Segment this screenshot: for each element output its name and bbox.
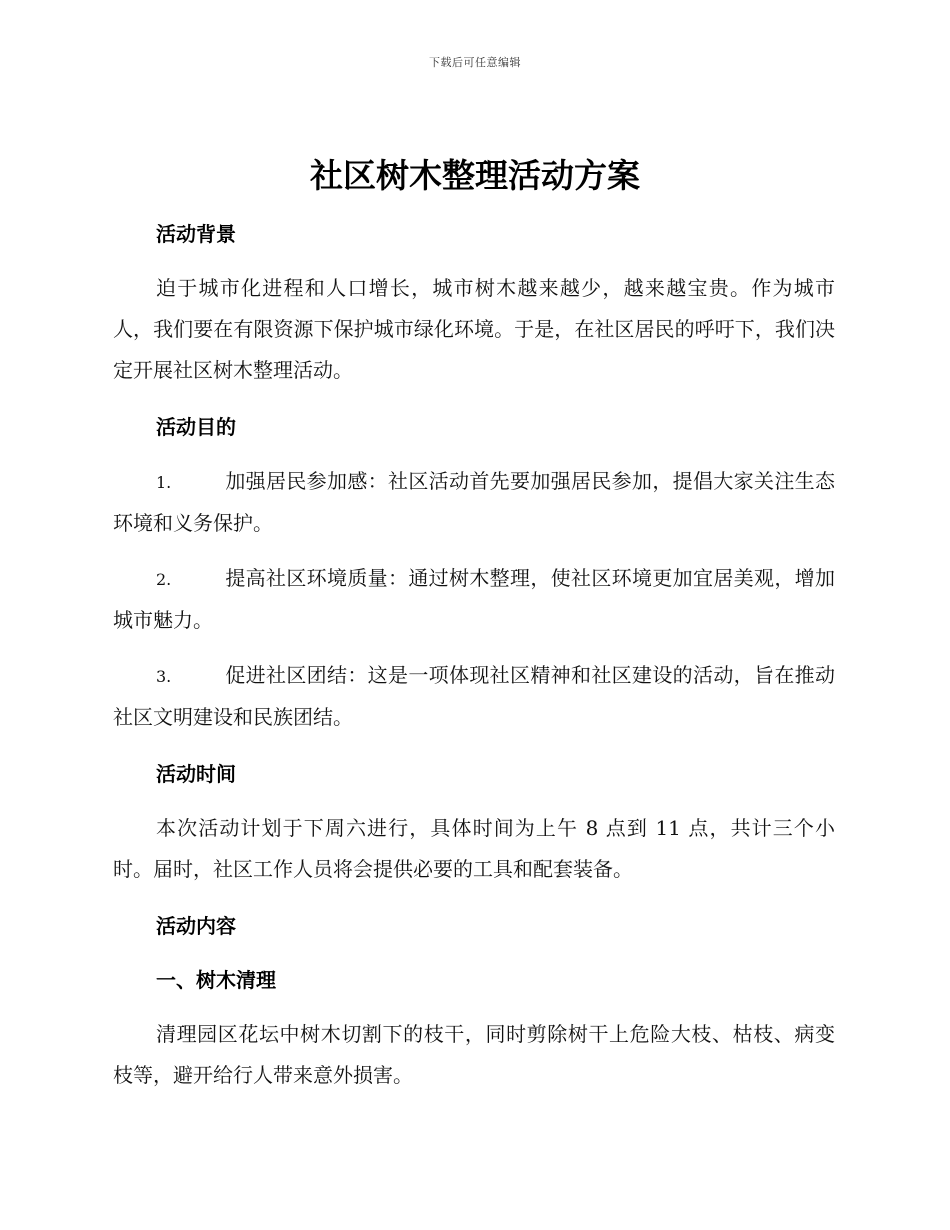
purpose-item-1 (113, 461, 835, 544)
heading-background: 活动背景 (156, 222, 236, 246)
heading-purpose: 活动目的 (156, 415, 236, 439)
document-title: 社区树木整理活动方案 (310, 156, 640, 195)
header-note: 下载后可任意编辑 (429, 56, 521, 69)
paragraph-tree-cleanup: 清理园区花坛中树木切割下的枝干，同时剪除树干上危险大枝、枯枝、病变枝等，避开给行人带来意外损害。 (113, 1022, 835, 1087)
purpose-item-text: 提高社区环境质量：通过树木整理，使社区环境更加宜居美观，增加城市魅力。 (113, 566, 835, 632)
paragraph-time: 本次活动计划于下周六进行，具体时间为上午 8 点到 11 点，共计三个小时。届时，社区工作人员将会提供必要的工具和配套装备。 (113, 816, 835, 881)
subheading-tree-cleanup: 一、树木清理 (156, 968, 276, 992)
purpose-item-number: 3. (156, 667, 172, 686)
paragraph-background: 迫于城市化进程和人口增长，城市树木越来越少，越来越宝贵。作为城市人，我们要在有限资源下保护城市绿化环境。于是，在社区居民的呼吁下，我们决定开展社区树木整理活动。 (113, 276, 835, 382)
purpose-item-2 (113, 558, 835, 641)
purpose-item-number: 1. (156, 473, 172, 492)
purpose-item-3 (113, 655, 835, 738)
purpose-item-number: 2. (156, 570, 172, 589)
purpose-item-text: 促进社区团结：这是一项体现社区精神和社区建设的活动，旨在推动社区文明建设和民族团结。 (113, 663, 835, 729)
heading-time: 活动时间 (156, 762, 236, 786)
document-body (113, 200, 835, 1096)
heading-content: 活动内容 (156, 914, 236, 938)
purpose-item-text: 加强居民参加感：社区活动首先要加强居民参加，提倡大家关注生态环境和义务保护。 (113, 469, 835, 535)
